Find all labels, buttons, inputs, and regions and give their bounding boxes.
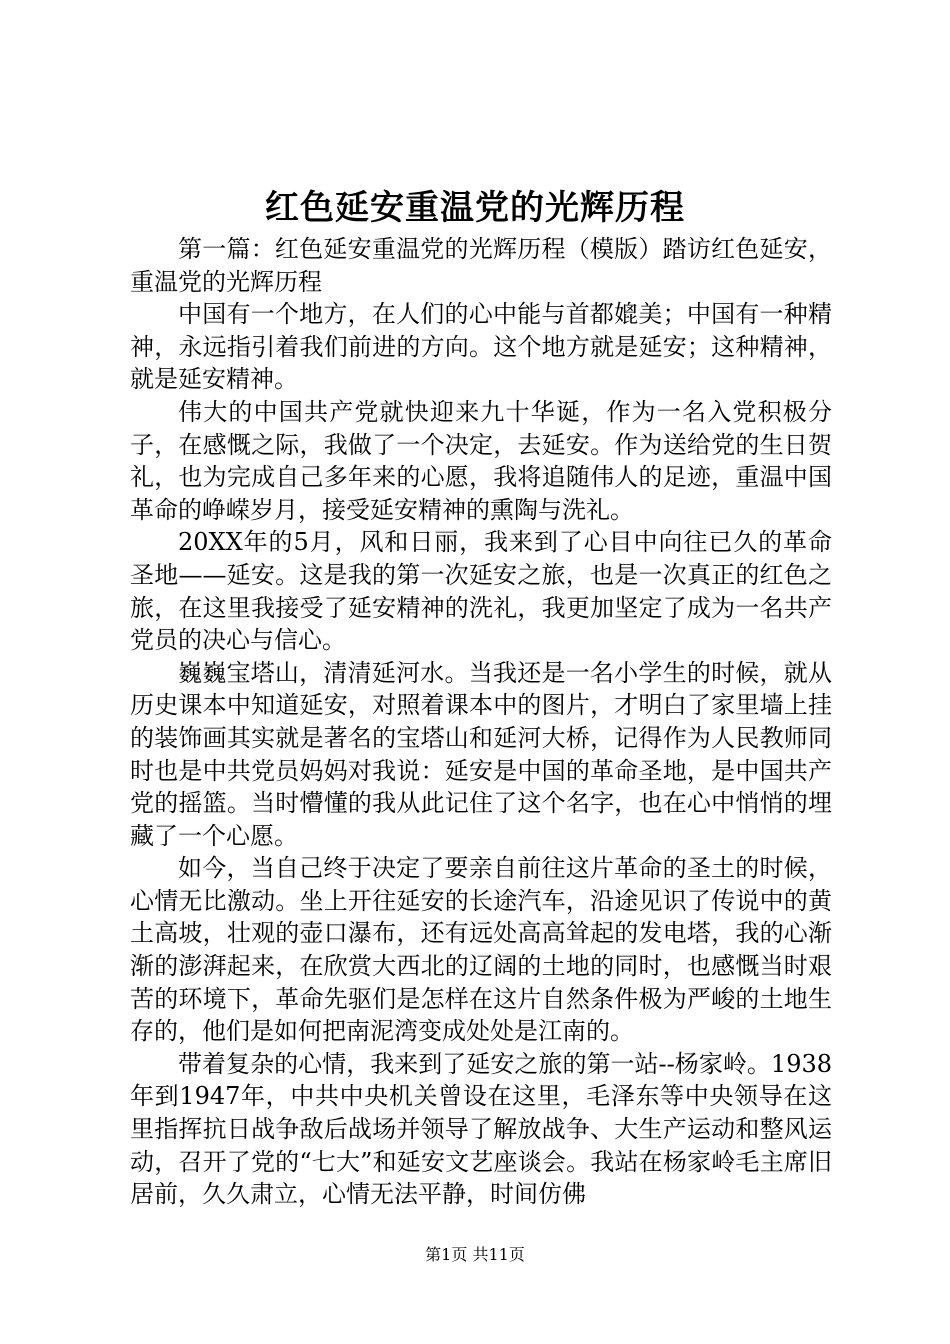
page-footer <box>0 1243 950 1267</box>
page-number: 第1页 <box>425 1245 468 1264</box>
paragraph: 伟大的中国共产党就快迎来九十华诞，作为一名入党积极分子，在感慨之际，我做了一个决定，去延安。作为送给党的生日贺礼，也为完成自己多年来的心愿，我将追随伟人的足迹，重温中国革命的峥嵘岁月，接受延安精神的熏陶与洗礼。 <box>130 397 832 524</box>
paragraph: 20XX年的5月，风和日丽，我来到了心目中向往已久的革命圣地——延安。这是我的第一次延安之旅，也是一次真正的红色之旅，在这里我接受了延安精神的洗礼，我更加坚定了成为一名共产党员的决心与信心。 <box>130 528 832 655</box>
paragraph: 中国有一个地方，在人们的心中能与首都媲美；中国有一种精神，永远指引着我们前进的方向。这个地方就是延安；这种精神，就是延安精神。 <box>130 300 832 394</box>
paragraph: 如今，当自己终于决定了要亲自前往这片革命的圣土的时候，心情无比激动。坐上开往延安的长途汽车，沿途见识了传说中的黄土高坡，壮观的壶口瀑布，还有远处高高耸起的发电塔，我的心渐渐的澎湃起来，在欣赏大西北的辽阔的土地的同时，也感慨当时艰苦的环境下，革命先驱们是怎样在这片自然条件极为严峻的土地生存的，他们是如何把南泥湾变成处处是江南的。 <box>130 854 832 1046</box>
document-title: 红色延安重温党的光辉历程 <box>265 188 685 228</box>
paragraph: 带着复杂的心情，我来到了延安之旅的第一站--杨家岭。1938年到1947年，中共中央机关曾设在这里，毛泽东等中央领导在这里指挥抗日战争敌后战场并领导了解放战争、大生产运动和整风运动，召开了党的“七大”和延安文艺座谈会。我站在杨家岭毛主席旧居前，久久肃立，心情无法平静，时间仿佛 <box>130 1049 832 1209</box>
page-total: 共11页 <box>472 1245 525 1264</box>
paragraph: 巍巍宝塔山，清清延河水。当我还是一名小学生的时候，就从历史课本中知道延安，对照着课本中的图片，才明白了家里墙上挂的装饰画其实就是著名的宝塔山和延河大桥，记得作为人民教师同时也是中共党员妈妈对我说：延安是中国的革命圣地，是中国共产党的摇篮。当时懵懂的我从此记住了这个名字，也在心中悄悄的埋藏了一个心愿。 <box>130 658 832 850</box>
document-body <box>130 233 832 1211</box>
paragraph: 第一篇：红色延安重温党的光辉历程（模版）踏访红色延安，重温党的光辉历程 <box>130 235 832 296</box>
